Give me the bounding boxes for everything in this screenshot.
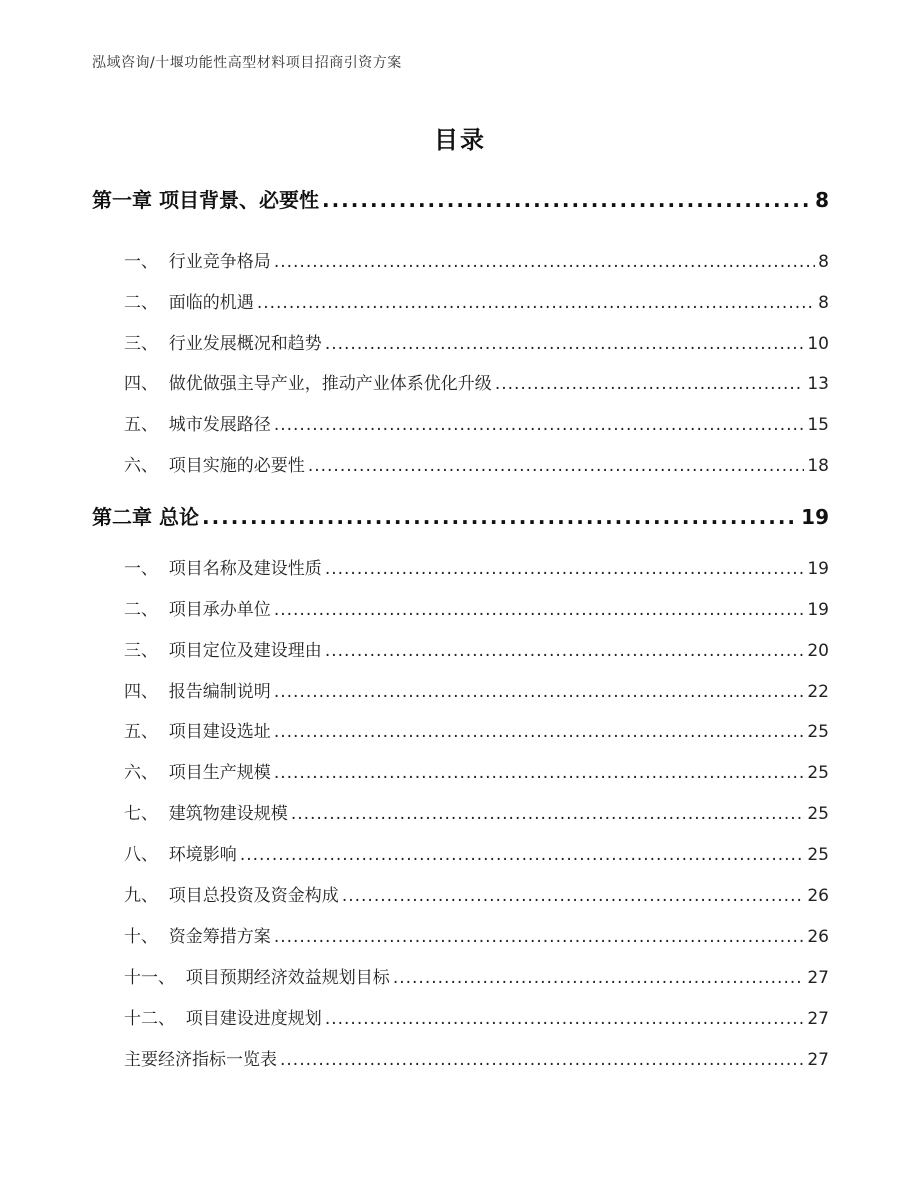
toc-page-number: 26 [807,886,829,906]
toc-label: 六、 项目实施的必要性 [124,456,305,476]
toc-leader [280,1050,804,1070]
toc-label: 第一章 项目背景、必要性 [92,188,319,212]
toc-section-2-2[interactable] [124,595,829,620]
toc-leader [322,188,812,212]
toc-page-number: 19 [807,559,829,579]
toc-label: 八、 环境影响 [124,845,237,865]
toc-page-number: 19 [801,505,829,529]
toc-page-number: 27 [807,968,829,988]
toc-section-1-4[interactable] [124,369,829,394]
toc-page-number: 15 [807,415,829,435]
toc-leader [325,559,805,579]
toc-title: 目录 [434,126,486,154]
toc-label: 三、 行业发展概况和趋势 [124,334,322,354]
toc-leader [308,456,805,476]
toc-label: 十二、 项目建设进度规划 [124,1009,322,1029]
toc-label: 五、 城市发展路径 [124,415,271,435]
toc-leader [240,845,805,865]
toc-label: 第二章 总论 [92,505,199,529]
toc-section-2-7[interactable] [124,799,829,824]
toc-label: 四、 做优做强主导产业，推动产业体系优化升级 [124,374,492,394]
toc-label: 七、 建筑物建设规模 [124,804,288,824]
toc-section-2-12[interactable] [124,1004,829,1029]
toc-page-number: 25 [807,722,829,742]
toc-page-number: 27 [807,1050,829,1070]
toc-page-number: 26 [807,927,829,947]
toc-label: 三、 项目定位及建设理由 [124,641,322,661]
toc-section-2-6[interactable] [124,758,829,783]
toc-label: 五、 项目建设选址 [124,722,271,742]
toc-leader [342,886,805,906]
toc-page-number: 27 [807,1009,829,1029]
toc-page-number: 25 [807,804,829,824]
toc-section-1-3[interactable] [124,329,829,354]
toc-section-1-6[interactable] [124,451,829,476]
toc-leader [274,763,805,783]
running-header: 泓域咨询/十堰功能性高型材料项目招商引资方案 [92,55,402,71]
toc-leader [325,641,805,661]
toc-label: 九、 项目总投资及资金构成 [124,886,339,906]
toc-leader [291,804,805,824]
toc-label: 一、 行业竞争格局 [124,252,271,272]
toc-leader [274,600,805,620]
toc-chapter-1[interactable] [92,184,829,213]
toc-section-2-8[interactable] [124,840,829,865]
toc-section-2-10[interactable] [124,922,829,947]
toc-page-number: 13 [807,374,829,394]
toc-section-2-4[interactable] [124,677,829,702]
toc-label: 六、 项目生产规模 [124,763,271,783]
toc-leader [274,682,805,702]
toc-leader [274,252,815,272]
toc-section-2-5[interactable] [124,717,829,742]
toc-leader [274,927,805,947]
toc-leader [257,293,815,313]
toc-leader [393,968,805,988]
toc-label: 二、 面临的机遇 [124,293,254,313]
toc-page-number: 19 [807,600,829,620]
toc-page-number: 25 [807,845,829,865]
toc-page-number: 25 [807,763,829,783]
toc-label: 一、 项目名称及建设性质 [124,559,322,579]
toc-leader [274,722,805,742]
toc-page-number: 8 [818,252,829,272]
toc-leader [325,334,805,354]
toc-section-1-2[interactable] [124,288,829,313]
toc-page-number: 10 [807,334,829,354]
toc-leader [325,1009,805,1029]
toc-section-2-13[interactable] [124,1045,829,1070]
toc-page-number: 20 [807,641,829,661]
toc-section-1-5[interactable] [124,410,829,435]
toc-label: 二、 项目承办单位 [124,600,271,620]
toc-label: 十一、 项目预期经济效益规划目标 [124,968,390,988]
toc-section-2-3[interactable] [124,636,829,661]
toc-leader [274,415,805,435]
toc-section-2-1[interactable] [124,554,829,579]
toc-chapter-2[interactable] [92,501,829,530]
toc-leader [495,374,805,394]
toc-page-number: 22 [807,682,829,702]
toc-section-2-9[interactable] [124,881,829,906]
toc-page-number: 8 [818,293,829,313]
toc-label: 十、 资金筹措方案 [124,927,271,947]
toc-section-2-11[interactable] [124,963,829,988]
toc-page-number: 18 [807,456,829,476]
toc-section-1-1[interactable] [124,247,829,272]
toc-label: 四、 报告编制说明 [124,682,271,702]
toc-label: 主要经济指标一览表 [124,1050,277,1070]
toc-leader [202,505,798,529]
toc-page-number: 8 [815,188,829,212]
